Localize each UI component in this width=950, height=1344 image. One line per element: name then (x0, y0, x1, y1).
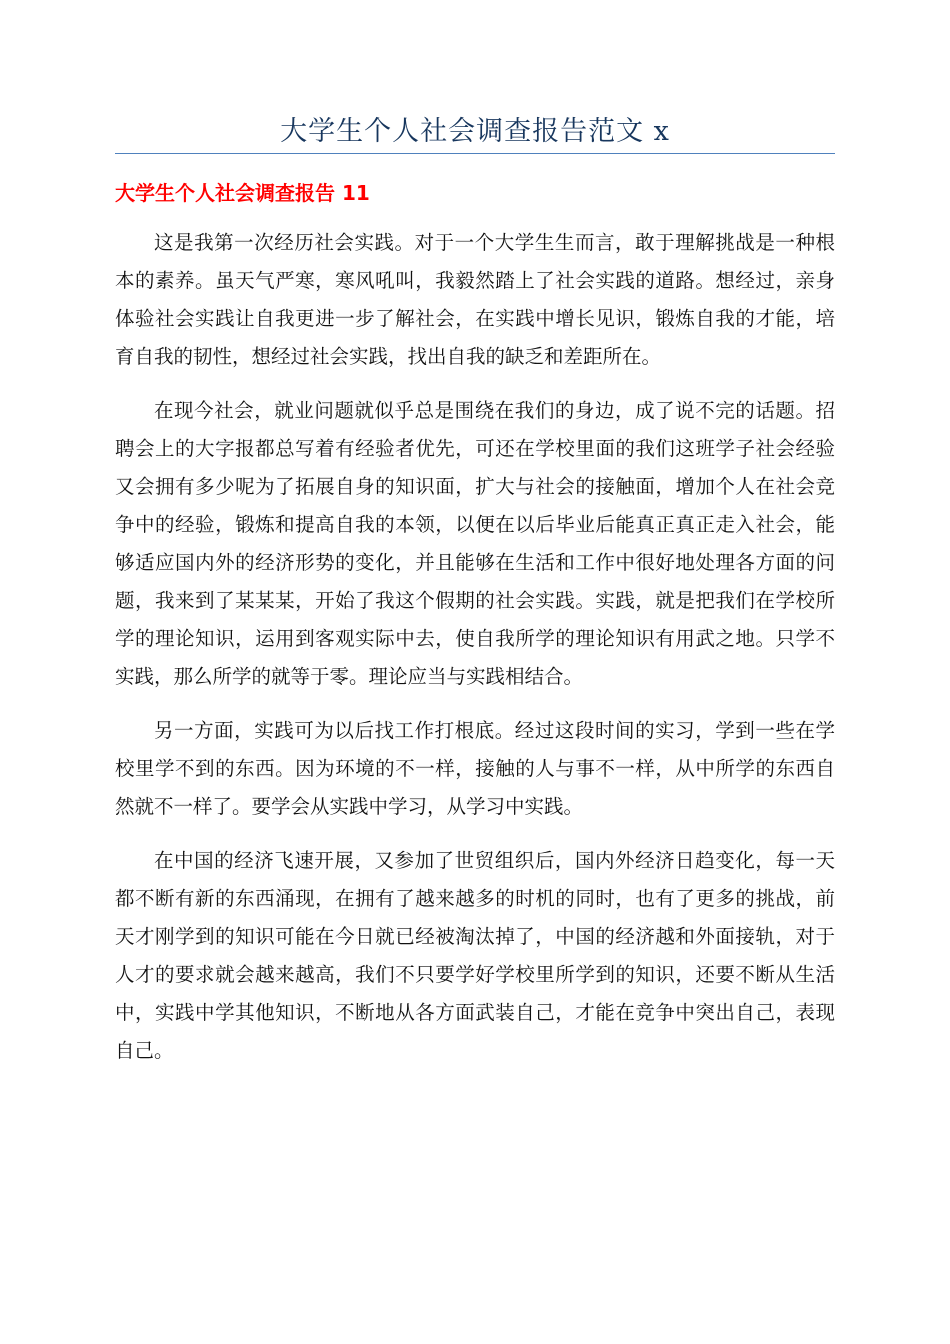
paragraph: 在现今社会，就业问题就似乎总是围绕在我们的身边，成了说不完的话题。招聘会上的大字报都总写着有经验者优先，可还在学校里面的我们这班学子社会经验又会拥有多少呢为了拓展自身的知识面，扩大与社会的接触面，增加个人在社会竞争中的经验，锻炼和提高自我的本领，以便在以后毕业后能真正真正走入社会，能够适应国内外的经济形势的变化，并且能够在生活和工作中很好地处理各方面的问题，我来到了某某某，开始了我这个假期的社会实践。实践，就是把我们在学校所学的理论知识，运用到客观实际中去，使自我所学的理论知识有用武之地。只学不实践，那么所学的就等于零。理论应当与实践相结合。 (115, 399, 835, 688)
paragraph: 在中国的经济飞速开展，又参加了世贸组织后，国内外经济日趋变化，每一天都不断有新的东西涌现，在拥有了越来越多的时机的同时，也有了更多的挑战，前天才刚学到的知识可能在今日就已经被淘汰掉了，中国的经济越和外面接轨，对于人才的要求就会越来越高，我们不只要学好学校里所学到的知识，还要不断从生活中，实践中学其他知识，不断地从各方面武装自己，才能在竞争中突出自己，表现自己。 (115, 849, 835, 1062)
paragraph: 另一方面，实践可为以后找工作打根底。经过这段时间的实习，学到一些在学校里学不到的东西。因为环境的不一样，接触的人与事不一样，从中所学的东西自然就不一样了。要学会从实践中学习，从学习中实践。 (115, 719, 835, 818)
section-heading: 大学生个人社会调查报告 11 (115, 181, 370, 205)
title-underline (115, 153, 835, 154)
paragraph: 这是我第一次经历社会实践。对于一个大学生生而言，敢于理解挑战是一种根本的素养。虽天气严寒，寒风吼叫，我毅然踏上了社会实践的道路。想经过，亲身体验社会实践让自我更进一步了解社会，在实践中增长见识，锻炼自我的才能，培育自我的韧性，想经过社会实践，找出自我的缺乏和差距所在。 (115, 231, 835, 368)
document-body (115, 224, 835, 1086)
document-title: 大学生个人社会调查报告范文 x (280, 116, 670, 147)
